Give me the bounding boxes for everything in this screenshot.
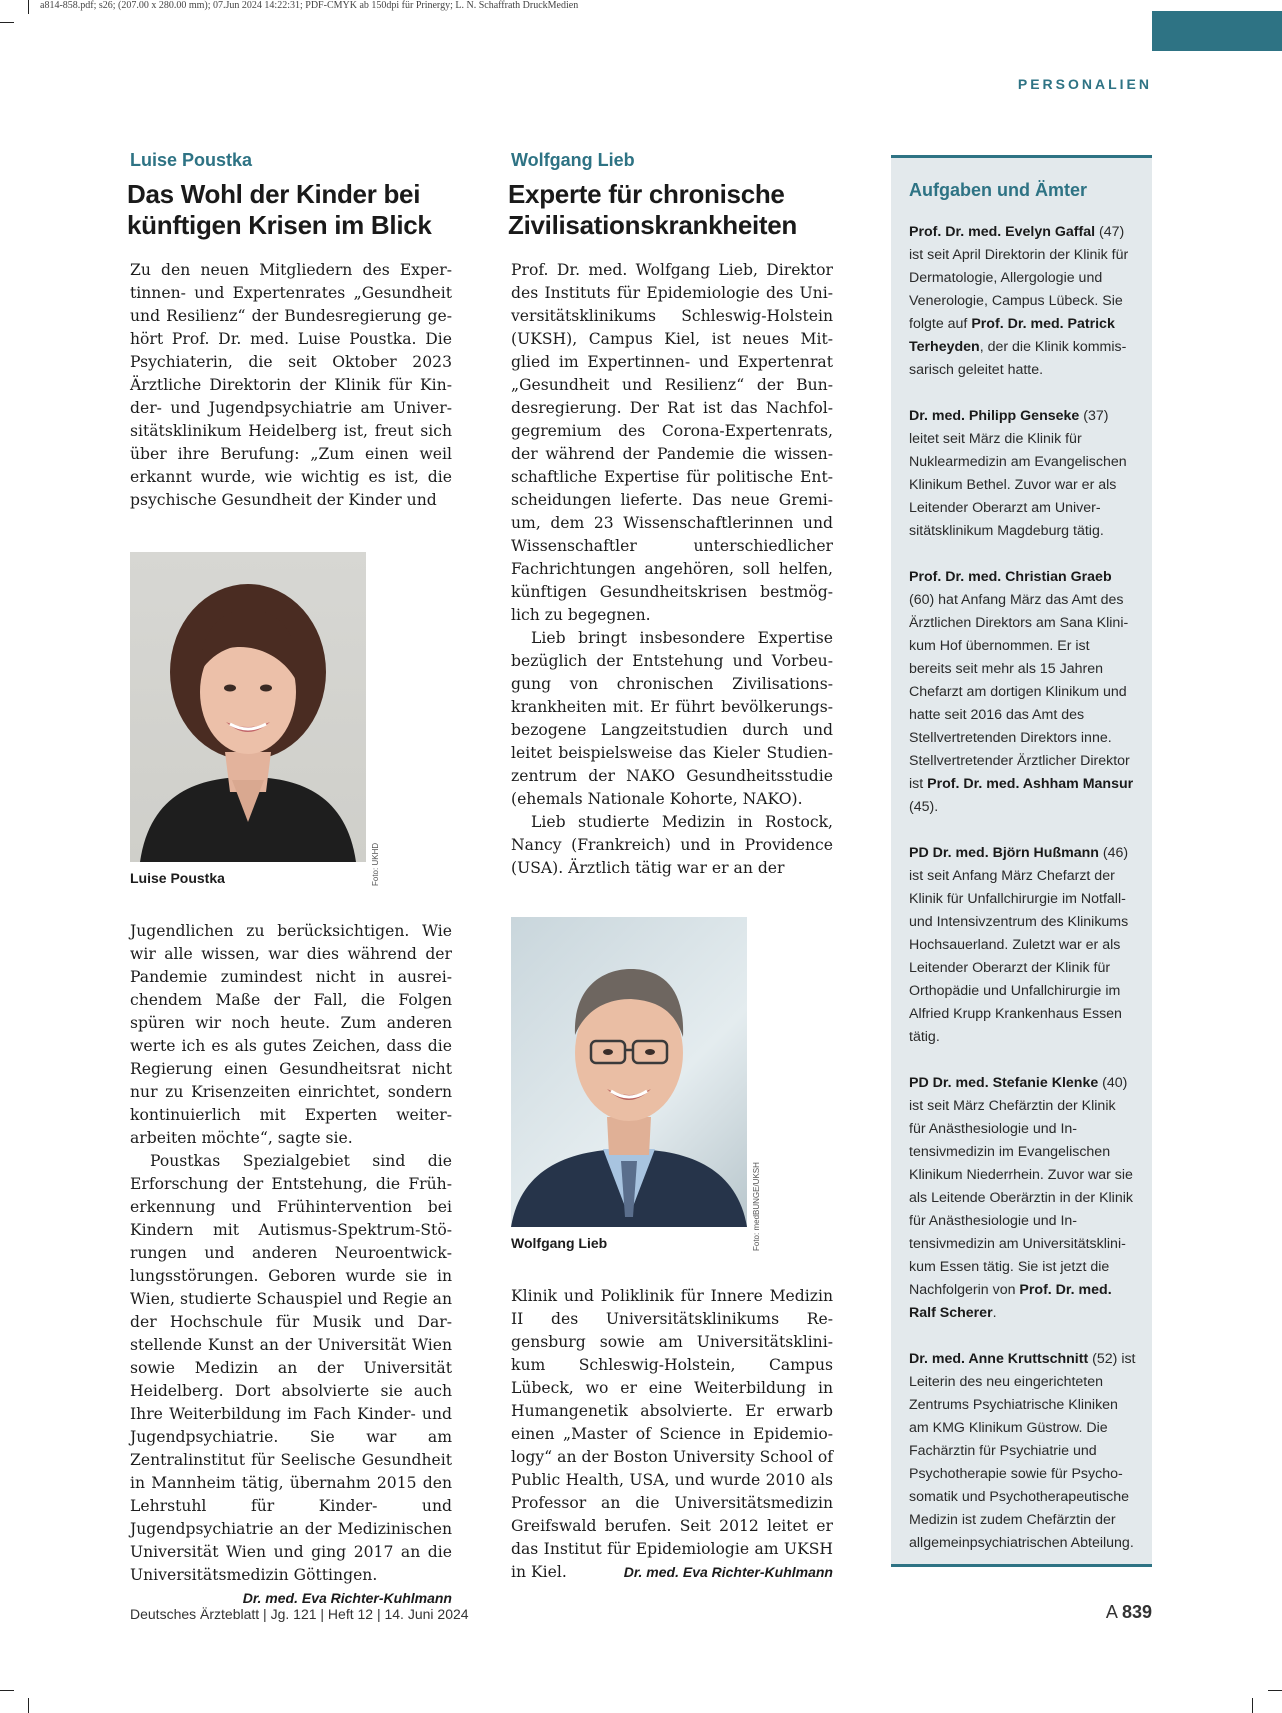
crop-mark [0, 1690, 14, 1691]
crop-mark [1252, 1698, 1253, 1713]
appointment-entry: Dr. med. Anne Kruttschnitt (52) ist Leiterin des neu eingerichteten Zentrums Psychiatrische Kliniken am KMG Klinikum Güstrow. Die Fachärztin für Psychiatrie und Psychotherapie sowie für Psychosomatik und Psychotherapeutische Medizin ist zudem Chefärztin der allgemeinpsychiatrischen Abteilung. [909, 1351, 1136, 1551]
portrait-illustration [511, 917, 747, 1227]
article-lieb [508, 150, 833, 1584]
article-paragraph: Lieb studierte Medizin in Rostock, Nancy (Frankreich) und in Providence (USA). Ärztlich tätig war er an der [511, 813, 833, 877]
print-metadata: a814-858.pdf; s26; (207.00 x 280.00 mm); 07.Jun 2024 14:22:31; PDF-CMYK ab 150dpi für Prinergy; L. N. Schaffrath DruckMedien [40, 0, 579, 11]
crop-mark [1268, 1690, 1282, 1691]
appointment-entry: PD Dr. med. Stefanie Klenke (40) ist seit März Chefärztin der Klinik für Anästhesiologie und Intensivmedizin im Evangelischen Klinikum Niederrhein. Zuvor war sie als Leitende Oberärztin in der Klinik für Anästhesiologie und Intensivmedizin am Universitätsklinikum Essen tätig. Sie ist jetzt die Nachfolgerin von Prof. Dr. med. Ralf Scherer. [909, 1075, 1133, 1321]
person-name: Prof. Dr. med. Christian Graeb [909, 569, 1112, 585]
accent-bar [1152, 11, 1282, 51]
portrait-photo-lieb [511, 917, 747, 1227]
appointment-entry: Dr. med. Philipp Genseke (37) leitet seit März die Klinik für Nuklearmedizin am Evangelischen Klinikum Bethel. Zuvor war er als Leitender Oberarzt am Universitätsklinikum Magdeburg tätig. [909, 408, 1127, 539]
crop-mark [28, 0, 29, 14]
appointment-entry: Prof. Dr. med. Christian Graeb (60) hat Anfang März das Amt des Ärztlichen Direktors am Sana Klinikum Hof übernommen. Er ist bereits seit mehr als 15 Jahren Chefarzt am dortigen Klinikum und hatte seit 2016 das Amt des Stellvertretenden Direktors inne. Stellvertretender Ärztlicher Direktor ist Prof. Dr. med. Ashham Mansur (45). [909, 569, 1134, 815]
article-headline: Das Wohl der Kinder bei künftigen Krisen im Blick [127, 179, 432, 240]
photo-caption: Luise Poustka [130, 870, 225, 886]
person-name: Prof. Dr. med. Ralf Scherer [909, 1282, 1112, 1321]
person-name: Dr. med. Anne Kruttschnitt [909, 1351, 1089, 1367]
article-kicker: Wolfgang Lieb [511, 150, 635, 170]
article-headline: Experte für chronische Zivilisationskrankheiten [508, 179, 798, 240]
person-name: Prof. Dr. med. Ashham Mansur [927, 776, 1134, 792]
article-paragraph: Prof. Dr. med. Wolfgang Lieb, Direktor des Instituts für Epidemiologie des Universitätsklinikums Schleswig-Holstein (UKSH), Campus Kiel, ist neues Mitglied im Expertinnen- und Expertenrat „Gesundheit und Resilienz“ der Bundesregierung. Der Rat ist das Nachfolgegremium des Corona-Expertenrats, der während der Pandemie die wissenschaftliche Expertise für politische Entscheidungen lieferte. Das neue Gremium, dem 23 Wissenschaftlerinnen und Wissenschaftler unterschiedlicher Fachrichtungen angehören, soll helfen, künftigen Gesundheitskrisen bestmöglich zu begegnen. [511, 261, 833, 624]
person-name: Dr. med. Philipp Genseke [909, 408, 1080, 424]
article-paragraph: Lieb bringt insbesondere Expertise bezüglich der Entstehung und Vorbeugung von chronischen Zivilisationskrankheiten mit. Er führt bevölkerungsbezogene Langzeitstudien durch und leitet beispielsweise das Kieler Studienzentrum der NAKO Gesundheitsstudie (ehemals Nationale Kohorte, NAKO). [511, 629, 833, 808]
appointment-entry: Prof. Dr. med. Evelyn Gaffal (47) ist seit April Direktorin der Klinik für Dermatologie, Allergologie und Venerologie, Campus Lübeck. Sie folgte auf Prof. Dr. med. Patrick Terheyden, der die Klinik kommissarisch geleitet hatte. [909, 224, 1129, 378]
page-number: A 839 [1105, 1602, 1152, 1622]
person-name: PD Dr. med. Stefanie Klenke [909, 1075, 1099, 1091]
appointment-entry: PD Dr. med. Björn Hußmann (46) ist seit Anfang März Chefarzt der Klinik für Unfallchirurgie im Notfall- und Intensivzentrum des Klinikums Hochsauerland. Zuletzt war er als Leitender Oberarzt der Klinik für Orthopädie und Unfallchirurgie im Alfried Krupp Krankenhaus Essen tätig. [909, 845, 1129, 1045]
article-paragraph: Zu den neuen Mitgliedern des Expertinnen- und Expertenrates „Gesundheit und Resilienz“ der Bundesregierung gehört Prof. Dr. med. Luise Poustka. Die Psychiaterin, die seit Oktober 2023 Ärztliche Direktorin der Klinik für Kinder- und Jugendpsychiatrie am Universitätsklinikum Heidelberg ist, freut sich über ihre Berufung: „Zum einen weil erkannt wurde, wie wichtig es ist, die psychische Gesundheit der Kinder und [130, 261, 452, 509]
article-paragraph: Poustkas Spezialgebiet sind die Erforschung der Entstehung, die Früherkennung und Frühintervention bei Kindern mit Autismus-Spektrum-Störungen und anderen Neuroentwicklungsstörungen. Geboren wurde sie in Wien, studierte Schauspiel und Regie an der Hochschule für Musik und Darstellende Kunst an der Universität Wien sowie Medizin an der Universität Heidelberg. Dort absolvierte sie auch Ihre Weiterbildung im Fach Kinder- und Jugendpsychiatrie. Sie war am Zentralinstitut für Seelische Gesundheit in Mannheim tätig, übernahm 2015 den Lehrstuhl für Kinder- und Jugendpsychiatrie an der Medizinischen Universität Wien und ging 2017 an die Universitätsmedizin Göttingen. Dr. med. Eva Richter-Kuhlmann [130, 1150, 452, 1587]
crop-mark [0, 22, 14, 23]
section-label: PERSONALIEN [1017, 76, 1152, 92]
sidebar-title: Aufgaben und Ämter [909, 180, 1087, 200]
portrait-figure [130, 552, 452, 886]
crop-mark [28, 1698, 29, 1713]
person-name: PD Dr. med. Björn Hußmann [909, 845, 1099, 861]
article-poustka [127, 150, 452, 1610]
person-name: Prof. Dr. med. Evelyn Gaffal [909, 224, 1096, 240]
person-name: Prof. Dr. med. Patrick Terheyden [909, 316, 1115, 355]
sidebar-appointments [891, 155, 1152, 1567]
author-credit: Dr. med. Eva Richter-Kuhlmann [623, 1564, 833, 1580]
article-paragraph: Klinik und Poliklinik für Innere Medizin II des Universitätsklinikums Regensburg sowie am Universitätsklinikum Schleswig-Holstein, Campus Lübeck, wo er eine Weiterbildung in Humangenetik absolvierte. Er erwarb einen „Master of Science in Epidemiology“ an der Boston University School of Public Health, USA, und wurde 2010 als Professor an die Universitätsmedizin Greifswald berufen. Seit 2012 leitet er das Institut für Epidemiologie am UKSH in Kiel. Dr. med. Eva Richter-Kuhlmann [511, 1285, 833, 1584]
photo-credit: Foto: medBUNGE/UKSH [752, 1162, 761, 1251]
photo-credit: Foto: UKHD [371, 842, 380, 886]
portrait-illustration [130, 552, 366, 862]
portrait-photo-poustka [130, 552, 366, 862]
author-credit: Dr. med. Eva Richter-Kuhlmann [242, 1590, 452, 1606]
article-paragraph: Jugendlichen zu berücksichtigen. Wie wir alle wissen, war dies während der Pandemie zumindest nicht in ausreichendem Maße der Fall, die Folgen spüren wir noch heute. Zum anderen werte ich es als gutes Zeichen, dass die Regierung einen Gesundheitsrat nicht nur zu Krisenzeiten einrichtet, sondern kontinuierlich mit Experten weiterarbeiten möchte“, sagte sie. [130, 922, 452, 1147]
portrait-figure [511, 917, 833, 1251]
article-kicker: Luise Poustka [130, 150, 253, 170]
photo-caption: Wolfgang Lieb [511, 1235, 608, 1251]
journal-footer: Deutsches Ärzteblatt | Jg. 121 | Heft 12 | 14. Juni 2024 [130, 1606, 469, 1622]
